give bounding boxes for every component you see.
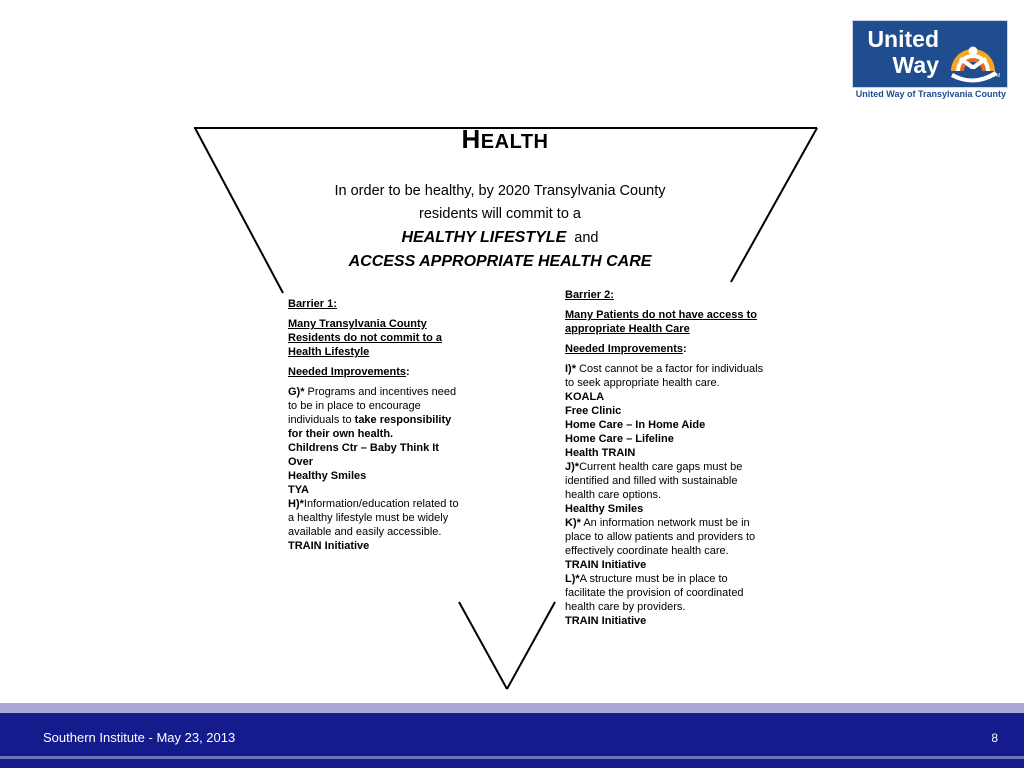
intro-statement bbox=[290, 180, 710, 273]
logo-trademark: TM bbox=[993, 73, 1001, 79]
barrier-2-needed-improvements: Needed Improvements: bbox=[565, 343, 687, 355]
barrier-1-heading: Barrier 1: bbox=[288, 298, 337, 310]
intro-access-care: ACCESS APPROPRIATE HEALTH CARE bbox=[348, 253, 652, 270]
intro-and: and bbox=[574, 230, 599, 246]
barrier-1-description: Many Transylvania County Residents do not commit to a Health Lifestyle bbox=[288, 318, 443, 358]
logo-word-way: Way bbox=[892, 52, 939, 78]
footer-bottom-line bbox=[0, 756, 1024, 759]
intro-line-3 bbox=[290, 226, 710, 250]
barrier-2-description: Many Patients do not have access to appropriate Health Care bbox=[565, 309, 757, 335]
program-item: Childrens Ctr – Baby Think It Over bbox=[288, 442, 439, 468]
triangle-right-edge-lower bbox=[507, 602, 555, 689]
logo-subtitle: United Way of Transylvania County bbox=[855, 89, 1006, 99]
logo-word-united: United bbox=[867, 26, 939, 52]
program-item: TYA bbox=[288, 484, 309, 496]
page-number: 8 bbox=[991, 731, 998, 745]
intro-healthy-lifestyle: HEALTHY LIFESTYLE bbox=[401, 229, 567, 246]
program-item: KOALA bbox=[565, 391, 605, 403]
program-item: Healthy Smiles bbox=[565, 503, 644, 515]
triangle-left-edge-upper bbox=[195, 128, 283, 293]
logo-badge bbox=[852, 20, 1008, 88]
program-item: Healthy Smiles bbox=[288, 470, 367, 482]
program-item: Health TRAIN bbox=[565, 447, 636, 459]
united-way-logo bbox=[852, 20, 1006, 102]
barrier-1-needed-improvements: Needed Improvements: bbox=[288, 366, 410, 378]
program-item: TRAIN Initiative bbox=[288, 540, 370, 552]
title-initial: H bbox=[461, 124, 481, 154]
barrier-2-heading: Barrier 2: bbox=[565, 289, 614, 301]
title-rest: EALTH bbox=[480, 131, 549, 153]
improvement-k: K)* An information network must be in place to allow patients and providers to effectively coordinate health care. bbox=[565, 517, 756, 557]
improvement-i: I)* Cost cannot be a factor for individuals to seek appropriate health care. bbox=[565, 363, 764, 389]
improvement-h: H)*Information/education related to a healthy lifestyle must be widely available and easily accessible. bbox=[288, 498, 459, 538]
barrier-2-column bbox=[565, 288, 770, 628]
program-item: Home Care – In Home Aide bbox=[565, 419, 706, 431]
footer-bar bbox=[0, 713, 1024, 768]
triangle-right-edge-upper bbox=[731, 128, 817, 282]
improvement-l: L)*A structure must be in place to facilitate the provision of coordinated health care by providers. bbox=[565, 573, 744, 613]
slide-title bbox=[395, 124, 615, 155]
barrier-1-column bbox=[288, 297, 460, 553]
footer-text: Southern Institute - May 23, 2013 bbox=[43, 730, 236, 745]
footer-accent-strip bbox=[0, 703, 1024, 713]
program-item: Free Clinic bbox=[565, 405, 622, 417]
program-item: Home Care – Lifeline bbox=[565, 433, 674, 445]
program-item: TRAIN Initiative bbox=[565, 559, 647, 571]
triangle-left-edge-lower bbox=[459, 602, 507, 689]
program-item: TRAIN Initiative bbox=[565, 615, 647, 627]
improvement-g: G)* Programs and incentives need to be in place to encourage individuals to take responsibility for their own health. bbox=[288, 386, 457, 440]
improvement-j: J)*Current health care gaps must be identified and filled with sustainable health care options. bbox=[565, 461, 743, 501]
intro-line-1: In order to be healthy, by 2020 Transylvania County bbox=[334, 183, 666, 199]
intro-line-2: residents will commit to a bbox=[419, 206, 581, 222]
